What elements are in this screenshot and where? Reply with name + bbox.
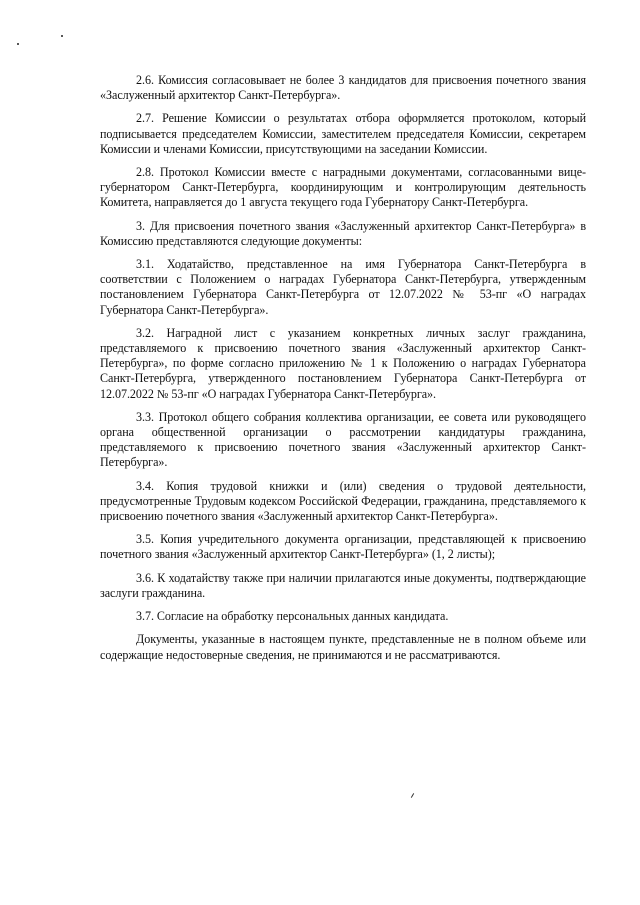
paragraph-3-3: 3.3. Протокол общего собрания коллектива организации, ее совета или руководящего органа общественной организации о рассмотрении кандидатуры гражданина, представляемого к присвоению почетного звания «Заслуженный архитектор Санкт-Петербурга». [100,409,586,470]
scan-mark [411,793,414,798]
scan-speck [17,43,19,45]
paragraph-3-6: 3.6. К ходатайству также при наличии прилагаются иные документы, подтверждающие заслуги гражданина. [100,570,586,600]
document-body [100,73,586,671]
paragraph-3-4: 3.4. Копия трудовой книжки и (или) сведения о трудовой деятельности, предусмотренные Трудовым кодексом Российской Федерации, гражданина, представляемого к присвоению почетного звания «Заслуженный архитектор Санкт-Петербурга». [100,478,586,524]
paragraph-2-8: 2.8. Протокол Комиссии вместе с наградными документами, согласованными вице-губернатором Санкт-Петербурга, координирующим и контролирующим деятельность Комитета, направляется до 1 августа текущего года Губернатору Санкт-Петербурга. [100,165,586,210]
scan-speck [61,35,63,37]
paragraph-3-7: 3.7. Согласие на обработку персональных данных кандидата. [136,609,449,624]
paragraph-2-7: 2.7. Решение Комиссии о результатах отбора оформляется протоколом, который подписывается председателем Комиссии, заместителем председателя Комиссии, секретарем Комиссии и членами Комиссии, присутствующими на заседании Комиссии. [100,111,586,156]
paragraph-closing: Документы, указанные в настоящем пункте, представленные не в полном объеме или содержащие недостоверные сведения, не принимаются и не рассматриваются. [100,632,586,662]
paragraph-3-2: 3.2. Наградной лист с указанием конкретных личных заслуг гражданина, представляемого к присвоению почетного звания «Заслуженный архитектор Санкт-Петербурга», по форме согласно приложению № 1 к Положению о наградах Губернатора Санкт-Петербурга, утвержденного постановлением Губернатора Санкт-Петербурга от 12.07.2022 № 53-пг «О наградах Губернатора Санкт-Петербурга». [100,325,586,401]
paragraph-2-6: 2.6. Комиссия согласовывает не более 3 кандидатов для присвоения почетного звания «Заслуженный архитектор Санкт-Петербурга». [100,73,586,103]
paragraph-3: 3. Для присвоения почетного звания «Заслуженный архитектор Санкт-Петербурга» в Комиссию представляются следующие документы: [100,218,586,248]
paragraph-3-1: 3.1. Ходатайство, представленное на имя Губернатора Санкт-Петербурга в соответствии с Положением о наградах Губернатора Санкт-Петербурга, утвержденным постановлением Губернатора Санкт-Петербурга от 12.07.2022 № 53-пг «О наградах Губернатора Санкт-Петербурга». [100,257,586,317]
paragraph-3-5: 3.5. Копия учредительного документа организации, представляющей к присвоению почетного звания «Заслуженный архитектор Санкт-Петербурга» (1, 2 листы); [100,532,586,562]
